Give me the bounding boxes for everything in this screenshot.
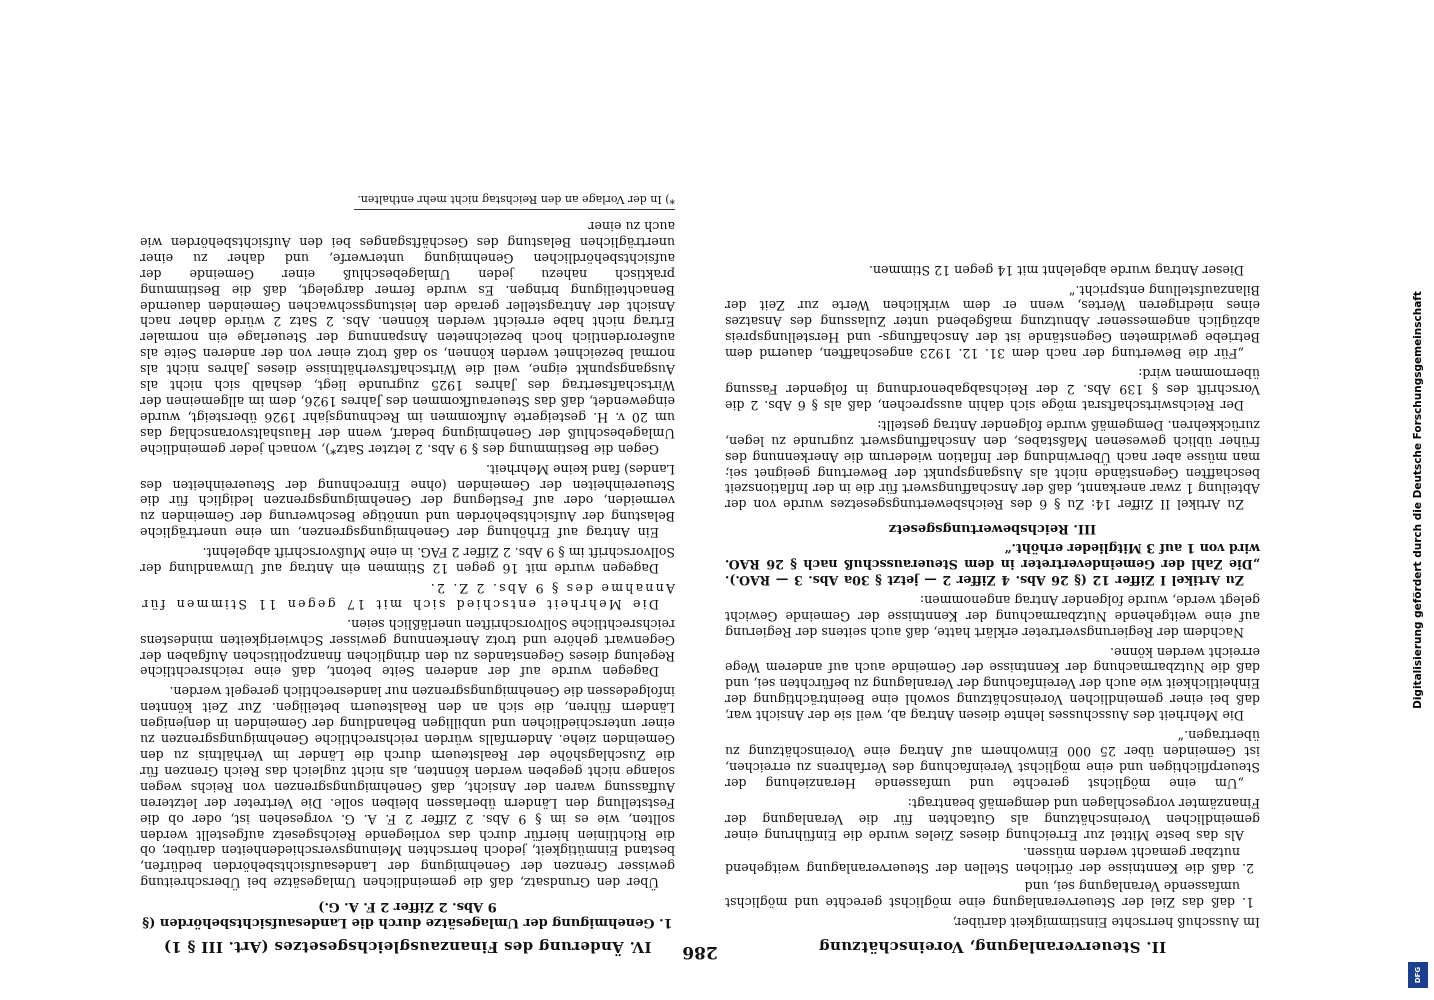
paragraph: Die Mehrheit des Ausschusses lehnte diesen Antrag ab, weil sie der Ansicht war, daß bei einer gemeindlichen Voreinschätzung sowohl eine Beeinträchtigung der Einheitlichkeit wie auch der Vereinfachung der Veranlagung zu befürchten sei, und daß die Nutzbarmachung der Kenntnisse der Gemeinde auch auf anderem Wege erreicht werden könne. — [725, 644, 1260, 724]
section-heading-iii: III. Reichsbewertungsgesetz — [888, 521, 1097, 537]
footnote: *) In der Vorlage an den Reichstag nicht mehr enthalten. — [354, 191, 675, 210]
section-heading-iv: IV. Änderung des Finanzausgleichsgesetzes (Art. III § 1) — [163, 938, 652, 956]
left-column — [725, 258, 1260, 960]
dfg-logo-text: DFG — [1414, 966, 1422, 984]
quoted-motion: „Für die Bewertung der nach dem 31. 12. 1923 angeschafften, dauernd dem Betriebe gewidmeten Gegenstände ist der Anschaffungs- und Herstellungspreis abzüglich angemessener Abnutzung maßgebend unter Zulassung des Ansatzes eines niedrigeren Wertes, wenn er dem wirklichen Werte zur Zeit der Bilanzaufstellung entspricht.“ — [725, 282, 1260, 362]
dfg-logo — [1408, 962, 1428, 988]
digitization-credit: Digitalisierung gefördert durch die Deutsche Forschungsgemeinschaft — [1412, 291, 1424, 709]
paragraph: Nachdem der Regierungsvertreter erklärt hatte, daß auch seitens der Regierung auf eine weitgehende Nutzbarmachung der Kenntnisse der Gemeinde Gewicht gelegt werde, wurde folgender Antrag angenommen: — [725, 592, 1260, 640]
paragraph: Dagegen wurde mit 16 gegen 12 Stimmen ein Antrag auf Umwandlung der Sollvorschrift im § 9 Abs. 2 Ziffer 2 FAG. in eine Mußvorschrift abgelehnt. — [140, 545, 675, 577]
section-heading-ii: II. Steuerveranlagung, Voreinschätzung — [818, 938, 1167, 956]
paragraph: Als das beste Mittel zur Erreichung dieses Zieles wurde die Einführung einer gemeindlichen Voreinschätzung als Gutachten für die Veranlagung der Finanzämter vorgeschlagen und demgemäß beantragt: — [725, 795, 1260, 843]
paragraph: Ein Antrag auf Erhöhung der Genehmigungsgrenzen, um eine unerträgliche Belastung der Aufsichtsbehörden und unnötige Beschwerung der Gemeinden zu vermeiden, oder auf Festlegung der Genehmigungsgrenzen lediglich für die Steuereinheiten der Gemeinden (ohne Einrechnung der Steuereinheiten des Landes) fand keine Mehrheit. — [140, 461, 675, 541]
paragraph: Gegen die Bestimmung des § 9 Abs. 2 letzter Satz*), wonach jeder gemeindliche Umlagebeschluß der Genehmigung bedarf, wenn der Haushaltsvoranschlag das um 20 v. H. gesteigerte Aufkommen im Rechnungsjahr 1926 übersteigt, wurde eingewendet, daß das Steueraufkommen des Jahres 1926, dem im allgemeinen der Wirtschaftsertrag des Jahres 1925 zugrunde liegt, deshalb sich nicht als Ausgangspunkt eigne, weil die Wirtschaftsverhältnisse dieses Jahres nicht als normal bezeichnet werden können, so daß trotz einer von der anderen Seite als außerordentlich hoch bezeichneten Anspannung der Steuerlage ein normaler Ertrag nicht habe erreicht werden können. Abs. 2 Satz 2 würde daher nach Ansicht der Antragsteller gerade den leistungsschwachen Gemeinden dauernde Benachteiligung bringen. Es wurde ferner dargelegt, daß die Bestimmung praktisch nahezu jeden Umlagebeschluß einer Gemeinde der aufsichtsbehördlichen Genehmigung unterwerfe, und daher zu einer unerträglichen Belastung des Geschäftsganges bei den Aufsichtsbehörden wie auch zu einer — [140, 219, 675, 457]
list-item: 2. daß die Kenntnisse der örtlichen Stellen der Steuerveranlagung weitgehend nutzbar gemacht werden müssen. — [725, 845, 1254, 877]
paragraph: Zu Artikel II Ziffer 14: Zu § 6 des Reichsbewertungsgesetzes wurde von der Abteilung 1 zwar anerkannt, daß der Anschaffungswert für die in der Inflationszeit beschafften Gegenstände nicht als Ausgangspunkt der Bewertung geeignet sei; man müsse aber nach Überwindung der Inflation wiederum die Anerkennung des früher üblich gewesenen Maßstabes, den Anschaffungswert zugrunde zu legen, zurückkehren. Demgemäß wurde folgender Antrag gestellt: — [725, 417, 1260, 513]
list-item: 1. daß das Ziel der Steuerveranlagung eine möglichst gerechte und möglichst umfassende Veranlagung sei, und — [725, 879, 1254, 911]
paragraph: Die Mehrheit entschied sich mit 17 gegen 11 Stimmen für Annahme des § 9 Abs. 2 Z. 2. — [140, 580, 675, 612]
page-number: 286 — [682, 942, 718, 962]
digitization-credit-bar — [1406, 20, 1430, 980]
scanned-page — [140, 40, 1260, 960]
subheading: 1. Genehmigung der Umlagesätze durch die Landesaufsichtsbehörden (§ 9 Abs. 2 Ziffer 2 F. A. G.) — [142, 899, 673, 931]
paragraph: Zu Artikel I Ziffer 12 (§ 26 Abs. 4 Ziffer 2 — jetzt § 30a Abs. 3 — RAO.). „Die Zahl der Gemeindevertreter in dem Steuerausschuß nach § 26 RAO. wird von 1 auf 3 Mitglieder erhöht.“ — [725, 541, 1260, 588]
paragraph: Dieser Antrag wurde abgelehnt mit 14 gegen 12 Stimmen. — [868, 262, 1244, 278]
right-column — [140, 187, 675, 960]
paragraph: Dagegen wurde auf der anderen Seite betont, daß eine reichsrechtliche Regelung dieses Gegenstandes zu den dringlichen finanzpolitischen Aufgaben der Gegenwart gehöre und trotz Anerkennung gewisser Schwierigkeiten mindestens reichsrechtliche Sollvorschriften unerläßlich seien. — [140, 616, 675, 680]
quoted-motion: „Um eine möglichst gerechte und umfassende Heranziehung der Steuerpflichtigen und eine möglichst Vereinfachung des Verfahrens zu erreichen, ist Gemeinden über 25 000 Einwohnern auf Antrag eine Voreinschätzung zu übertragen.“ — [725, 728, 1260, 791]
paragraph: Über den Grundsatz, daß die gemeindlichen Umlagesätze bei Überschreitung gewisser Grenzen der Genehmigung der Landesaufsichtsbehörden bedürfen, bestand Einmütigkeit, jedoch herrschten Meinungsverschiedenheiten darüber, ob die Richtlinien hierfür durch das vorliegende Reichsgesetz aufgestellt werden sollten, wie es im § 9 Abs. 2 Ziffer 2 F. A. G. vorgesehen ist, oder ob die Feststellung den Ländern überlassen bleiben solle. Die Vertreter der letzteren Auffassung waren der Ansicht, daß Genehmigungsgrenzen von Reichs wegen solange nicht gegeben werden könnten, als nicht zugleich das Reich Grenzen für die Zuschlagshöhe der Realsteuern durch die Länder im Verhältnis zu den Gemeinden ziehe. Andernfalls würden reichsrechtliche Genehmigungsgrenzen zu einer unterschiedlichen und unbilligen Behandlung der Gemeinden in denjenigen Ländern führen, die sich an den Realsteuern beteiligen. Zur Zeit könnten infolgedessen die Genehmigungsgrenzen nur landesrechtlich geregelt werden. — [140, 684, 675, 891]
paragraph: Im Ausschuß herrschte Einstimmigkeit darüber, — [952, 915, 1260, 931]
paragraph: Der Reichswirtschaftsrat möge sich dahin aussprechen, daß als § 6 Abs. 2 die Vorschrift des § 139 Abs. 2 der Reichsabgabenordnung in folgender Fassung übernommen wird: — [725, 366, 1260, 413]
